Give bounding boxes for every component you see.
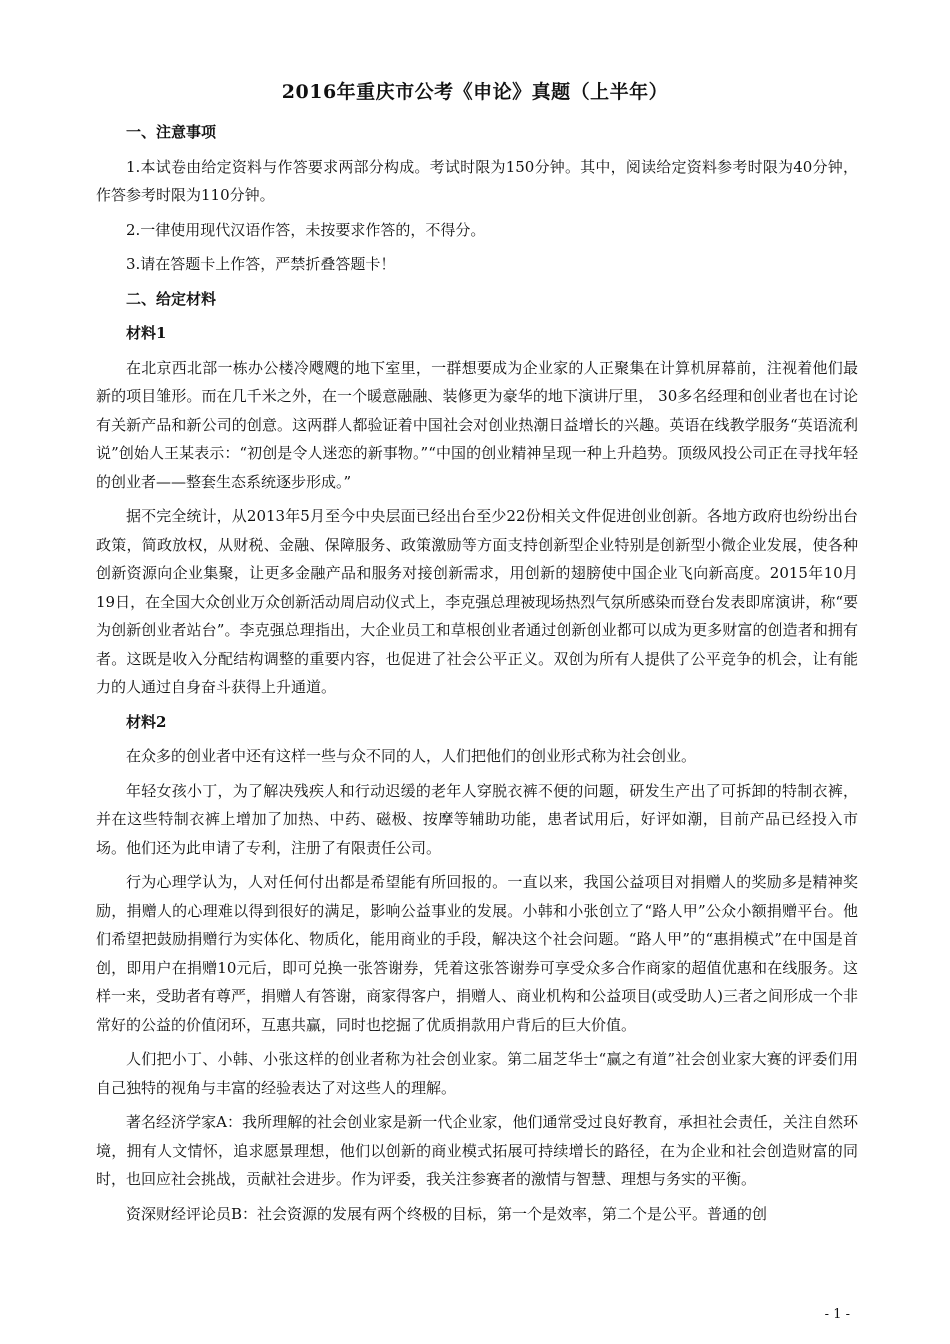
notice-item: 1.本试卷由给定资料与作答要求两部分构成。考试时限为150分钟。其中，阅读给定资料参考时限为40分钟，作答参考时限为110分钟。 xyxy=(96,157,858,204)
material2-paragraph: 人们把小丁、小韩、小张这样的创业者称为社会创业家。第二届芝华士“赢之有道”社会创业家大赛的评委们用自己独特的视角与丰富的经验表达了对这些人的理解。 xyxy=(96,1050,858,1097)
material1-heading: 材料1 xyxy=(126,324,167,342)
document-body xyxy=(96,118,858,1234)
material1-paragraph: 据不完全统计，从2013年5月至今中央层面已经出台至少22份相关文件促进创业创新。各地方政府也纷纷出台政策，简政放权，从财税、金融、保障服务、政策激励等方面支持创新型企业特别是创新型小微企业发展，使各种创新资源向企业集聚，让更多金融产品和服务对接创新需求，用创新的翅膀使中国企业飞向新高度。2015年10月19日，在全国大众创业万众创新活动周启动仪式上，李克强总理被现场热烈气氛所感染而登台发表即席演讲，称“要为创新创业者站台”。李克强总理指出，大企业员工和草根创业者通过创新创业都可以成为更多财富的创造者和拥有者。这既是收入分配结构调整的重要内容，也促进了社会公平正义。双创为所有人提供了公平竞争的机会，让有能力的人通过自身奋斗获得上升通道。 xyxy=(96,507,858,696)
page-title: 2016年重庆市公考《申论》真题（上半年） xyxy=(281,81,669,103)
material2-paragraph: 资深财经评论员B：社会资源的发展有两个终极的目标，第一个是效率，第二个是公平。普通的创 xyxy=(126,1204,768,1223)
material2-paragraph: 著名经济学家A：我所理解的社会创业家是新一代企业家，他们通常受过良好教育，承担社会责任，关注自然环境，拥有人文情怀，追求愿景理想，他们以创新的商业模式拓展可持续增长的路径，在为企业和社会创造财富的同时，也回应社会挑战，贡献社会进步。作为评委，我关注参赛者的激情与智慧、理想与务实的平衡。 xyxy=(96,1113,858,1188)
material1-paragraph: 在北京西北部一栋办公楼冷飕飕的地下室里，一群想要成为企业家的人正聚集在计算机屏幕前，注视着他们最新的项目雏形。而在几千米之外，在一个暖意融融、装修更为豪华的地下演讲厅里， 30多名经理和创业者也在讨论有关新产品和新公司的创意。这两群人都验证着中国社会对创业热潮日益增长的兴趣。英语在线教学服务“英语流利说”创始人王某表示：“初创是令人迷恋的新事物。”“中国的创业精神呈现一种上升趋势。顶级风投公司正在寻找年轻的创业者——整套生态系统逐步形成。” xyxy=(96,358,858,491)
material2-paragraph: 在众多的创业者中还有这样一些与众不同的人，人们把他们的创业形式称为社会创业。 xyxy=(126,747,697,765)
notice-item: 3.请在答题卡上作答，严禁折叠答题卡！ xyxy=(126,255,396,273)
materials-heading: 二、给定材料 xyxy=(126,289,217,308)
notice-heading: 一、注意事项 xyxy=(126,123,217,141)
page-number: - 1 - xyxy=(824,1307,850,1322)
material2-paragraph: 年轻女孩小丁，为了解决残疾人和行动迟缓的老年人穿脱衣裤不便的问题，研发生产出了可拆卸的特制衣裤，并在这些特制衣裤上增加了加热、中药、磁极、按摩等辅助功能，患者试用后，好评如潮，目前产品已经投入市场。他们还为此申请了专利，注册了有限责任公司。 xyxy=(96,781,858,857)
notice-item: 2.一律使用现代汉语作答，未按要求作答的，不得分。 xyxy=(126,220,486,239)
material2-heading: 材料2 xyxy=(126,712,167,731)
material2-paragraph: 行为心理学认为，人对任何付出都是希望能有所回报的。一直以来，我国公益项目对捐赠人的奖励多是精神奖励，捐赠人的心理难以得到很好的满足，影响公益事业的发展。小韩和小张创立了“路人甲”公众小额捐赠平台。他们希望把鼓励捐赠行为实体化、物质化，能用商业的手段，解决这个社会问题。“路人甲”的“惠捐模式”在中国是首创，即用户在捐赠10元后，即可兑换一张答谢券，凭着这张答谢券可享受众多合作商家的超值优惠和在线服务。这样一来，受助者有尊严，捐赠人有答谢，商家得客户，捐赠人、商业机构和公益项目(或受助人)三者之间形成一个非常好的公益的价值闭环，互惠共赢，同时也挖掘了优质捐款用户背后的巨大价值。 xyxy=(96,873,858,1034)
